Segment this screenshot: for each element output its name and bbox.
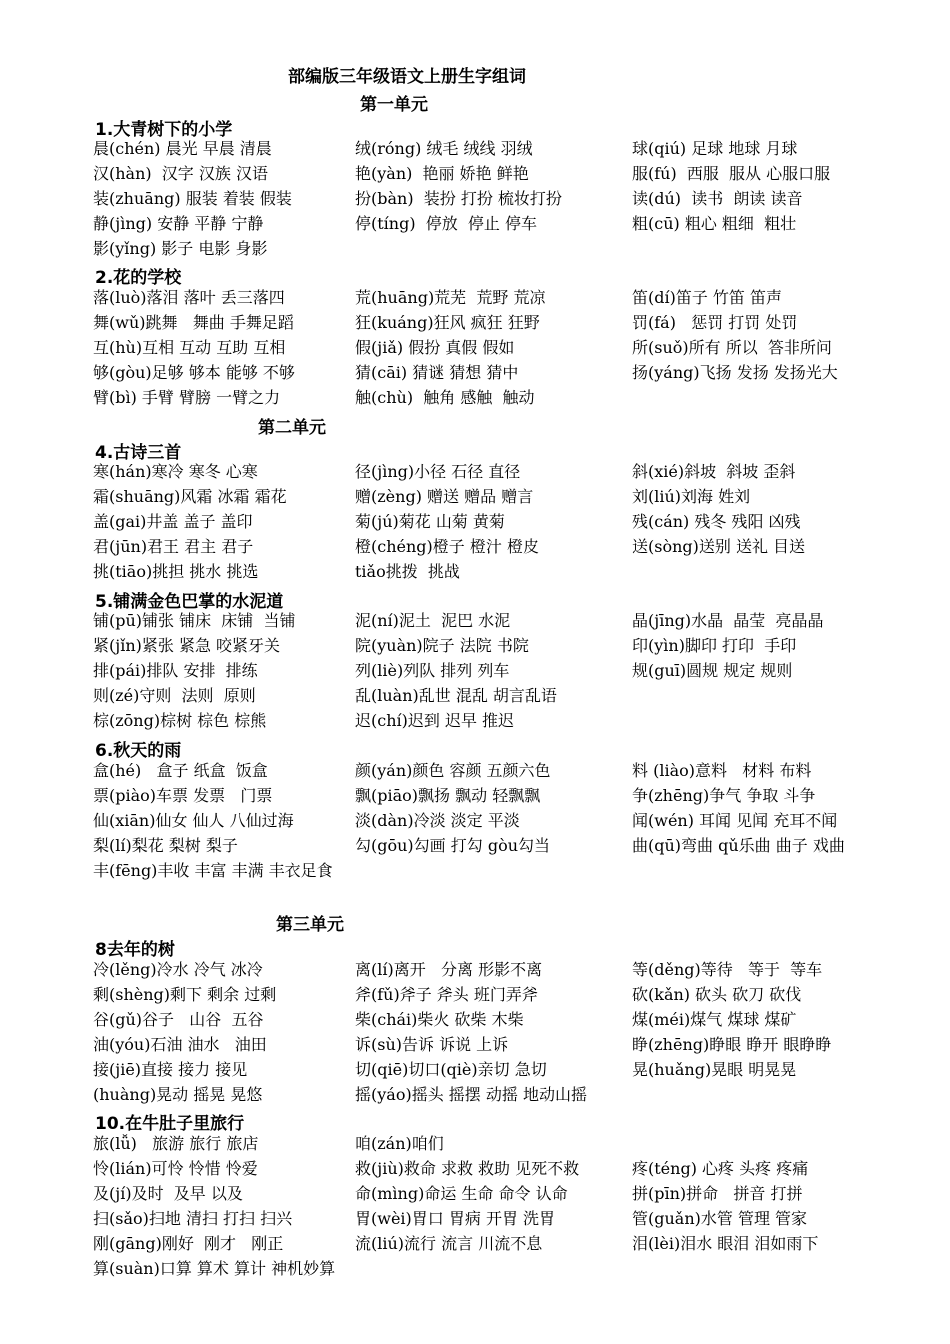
vocab-entry: 料 (liào)意料 材料 布料 bbox=[632, 761, 812, 780]
vocab-entry: 晨(chén) 晨光 早晨 清晨 bbox=[93, 139, 272, 158]
vocab-entry: 互(hù)互相 互动 互助 互相 bbox=[93, 338, 286, 357]
vocab-entry: 谷(gǔ)谷子 山谷 五谷 bbox=[93, 1010, 264, 1029]
vocab-entry: 落(luò)落泪 落叶 丢三落四 bbox=[93, 288, 285, 307]
vocab-entry: 送(sòng)送别 送礼 目送 bbox=[632, 537, 806, 556]
vocab-entry: 紧(jǐn)紧张 紧急 咬紧牙关 bbox=[93, 636, 281, 655]
vocab-entry: 装(zhuāng) 服装 着装 假装 bbox=[93, 189, 292, 208]
vocab-entry: 静(jìng) 安静 平静 宁静 bbox=[93, 214, 264, 233]
vocab-entry: 切(qiē)切口(qiè)亲切 急切 bbox=[355, 1060, 547, 1079]
vocab-entry: 疼(téng) 心疼 头疼 疼痛 bbox=[632, 1159, 809, 1178]
vocab-entry: tiǎo挑拨 挑战 bbox=[355, 562, 460, 581]
vocab-entry: 斜(xié)斜坡 斜坡 歪斜 bbox=[632, 462, 796, 481]
vocab-entry: 梨(lí)梨花 梨树 梨子 bbox=[93, 836, 238, 855]
vocab-entry: 离(lí)离开 分离 形影不离 bbox=[355, 960, 543, 979]
vocab-entry: 迟(chí)迟到 迟早 推迟 bbox=[355, 711, 515, 730]
vocab-entry: 够(gòu)足够 够本 能够 不够 bbox=[93, 363, 295, 382]
vocab-entry: 接(jiē)直接 接力 接见 bbox=[93, 1060, 248, 1079]
vocab-entry: 荒(huāng)荒芜 荒野 荒凉 bbox=[355, 288, 546, 307]
vocab-entry: 艳(yàn) 艳丽 娇艳 鲜艳 bbox=[355, 164, 529, 183]
vocab-entry: 等(děng)等待 等于 等车 bbox=[632, 960, 823, 979]
vocab-entry: 胃(wèi)胃口 胃病 开胃 洗胃 bbox=[355, 1209, 556, 1228]
vocab-entry: 勾(gōu)勾画 打勾 gòu勾当 bbox=[355, 836, 551, 855]
document-title: 部编版三年级语文上册生字组词 bbox=[288, 67, 526, 87]
vocab-entry: 晃(huǎng)晃眼 明晃晃 bbox=[632, 1060, 797, 1079]
vocab-entry: 及(jí)及时 及早 以及 bbox=[93, 1184, 243, 1203]
vocab-entry: 触(chù) 触角 感触 触动 bbox=[355, 388, 535, 407]
lesson-title: 6.秋天的雨 bbox=[95, 741, 182, 761]
vocab-entry: 仙(xiān)仙女 仙人 八仙过海 bbox=[93, 811, 294, 830]
vocab-entry: 扬(yáng)飞扬 发扬 发扬光大 bbox=[632, 363, 838, 382]
vocab-entry: 残(cán) 残冬 残阳 凶残 bbox=[632, 512, 801, 531]
vocab-entry: 怜(lián)可怜 怜惜 怜爱 bbox=[93, 1159, 258, 1178]
vocab-entry: 泥(ní)泥土 泥巴 水泥 bbox=[355, 611, 511, 630]
lesson-title: 10.在牛肚子里旅行 bbox=[95, 1114, 245, 1134]
vocab-entry: 规(guī)圆规 规定 规则 bbox=[632, 661, 793, 680]
vocab-entry: 假(jiǎ) 假扮 真假 假如 bbox=[355, 338, 515, 357]
vocab-entry: 颜(yán)颜色 容颜 五颜六色 bbox=[355, 761, 551, 780]
vocab-entry: 印(yìn)脚印 打印 手印 bbox=[632, 636, 797, 655]
vocab-entry: 笛(dí)笛子 竹笛 笛声 bbox=[632, 288, 783, 307]
vocab-entry: 飘(piāo)飘扬 飘动 轻飘飘 bbox=[355, 786, 541, 805]
vocab-entry: 剩(shèng)剩下 剩余 过剩 bbox=[93, 985, 277, 1004]
vocab-entry: 服(fú) 西服 服从 心服口服 bbox=[632, 164, 831, 183]
unit-heading: 第二单元 bbox=[258, 418, 326, 438]
vocab-entry: 冷(lěng)冷水 冷气 冰冷 bbox=[93, 960, 263, 979]
lesson-title: 5.铺满金色巴掌的水泥道 bbox=[95, 592, 284, 612]
lesson-title: 4.古诗三首 bbox=[95, 443, 182, 463]
vocab-entry: 扮(bàn) 装扮 打扮 梳妆打扮 bbox=[355, 189, 562, 208]
vocab-entry: 棕(zōng)棕树 棕色 棕熊 bbox=[93, 711, 267, 730]
vocab-entry: 闻(wén) 耳闻 见闻 充耳不闻 bbox=[632, 811, 838, 830]
vocab-entry: 油(yóu)石油 油水 油田 bbox=[93, 1035, 267, 1054]
vocab-entry: 绒(róng) 绒毛 绒线 羽绒 bbox=[355, 139, 533, 158]
vocab-entry: 争(zhēng)争气 争取 斗争 bbox=[632, 786, 816, 805]
vocab-entry: 铺(pū)铺张 铺床 床铺 当铺 bbox=[93, 611, 296, 630]
vocab-entry: 菊(jú)菊花 山菊 黄菊 bbox=[355, 512, 505, 531]
vocab-entry: 院(yuàn)院子 法院 书院 bbox=[355, 636, 529, 655]
vocab-entry: 橙(chéng)橙子 橙汁 橙皮 bbox=[355, 537, 539, 556]
vocab-entry: 排(pái)排队 安排 排练 bbox=[93, 661, 258, 680]
vocab-entry: 救(jiù)救命 求救 救助 见死不救 bbox=[355, 1159, 580, 1178]
vocab-entry: 盒(hé) 盒子 纸盒 饭盒 bbox=[93, 761, 268, 780]
vocab-entry: 挑(tiāo)挑担 挑水 挑选 bbox=[93, 562, 259, 581]
vocab-entry: 睁(zhēng)睁眼 睁开 眼睁睁 bbox=[632, 1035, 832, 1054]
vocab-entry: 乱(luàn)乱世 混乱 胡言乱语 bbox=[355, 686, 557, 705]
vocab-entry: 径(jìng)小径 石径 直径 bbox=[355, 462, 521, 481]
vocab-entry: 砍(kǎn) 砍头 砍刀 砍伐 bbox=[632, 985, 802, 1004]
vocab-entry: 丰(fēng)丰收 丰富 丰满 丰衣足食 bbox=[93, 861, 333, 880]
vocab-entry: 汉(hàn) 汉字 汉族 汉语 bbox=[93, 164, 268, 183]
vocab-entry: 票(piào)车票 发票 门票 bbox=[93, 786, 273, 805]
vocab-entry: 扫(sǎo)扫地 清扫 打扫 扫兴 bbox=[93, 1209, 293, 1228]
vocab-entry: 刚(gāng)刚好 刚才 刚正 bbox=[93, 1234, 284, 1253]
vocab-entry: 算(suàn)口算 算术 算计 神机妙算 bbox=[93, 1259, 336, 1278]
vocab-entry: 罚(fá) 惩罚 打罚 处罚 bbox=[632, 313, 798, 332]
vocab-entry: 赠(zèng) 赠送 赠品 赠言 bbox=[355, 487, 534, 506]
lesson-title: 1.大青树下的小学 bbox=[95, 120, 233, 140]
unit-heading: 第一单元 bbox=[360, 95, 428, 115]
vocab-entry: 寒(hán)寒冷 寒冬 心寒 bbox=[93, 462, 258, 481]
vocab-entry: 旅(lǚ) 旅游 旅行 旅店 bbox=[93, 1134, 259, 1153]
vocab-entry: 君(jūn)君王 君主 君子 bbox=[93, 537, 254, 556]
vocab-entry: 诉(sù)告诉 诉说 上诉 bbox=[355, 1035, 509, 1054]
vocab-entry: 球(qiú) 足球 地球 月球 bbox=[632, 139, 798, 158]
vocab-entry: 猜(cāi) 猜谜 猜想 猜中 bbox=[355, 363, 519, 382]
vocab-entry: 停(tíng) 停放 停止 停车 bbox=[355, 214, 538, 233]
vocab-entry: 泪(lèi)泪水 眼泪 泪如雨下 bbox=[632, 1234, 819, 1253]
vocab-entry: 影(yǐng) 影子 电影 身影 bbox=[93, 239, 268, 258]
vocab-entry: 狂(kuáng)狂风 疯狂 狂野 bbox=[355, 313, 540, 332]
vocab-entry: 咱(zán)咱们 bbox=[355, 1134, 444, 1153]
vocab-entry: 晶(jīng)水晶 晶莹 亮晶晶 bbox=[632, 611, 824, 630]
vocab-entry: 斧(fǔ)斧子 斧头 班门弄斧 bbox=[355, 985, 538, 1004]
vocab-entry: 所(suǒ)所有 所以 答非所问 bbox=[632, 338, 832, 357]
vocab-entry: 盖(gai)井盖 盖子 盖印 bbox=[93, 512, 253, 531]
vocab-entry: 则(zé)守则 法则 原则 bbox=[93, 686, 256, 705]
lesson-title: 8去年的树 bbox=[95, 940, 175, 960]
vocab-entry: 曲(qū)弯曲 qǔ乐曲 曲子 戏曲 bbox=[632, 836, 845, 855]
vocab-entry: 煤(méi)煤气 煤球 煤矿 bbox=[632, 1010, 797, 1029]
vocab-entry: 列(liè)列队 排列 列车 bbox=[355, 661, 510, 680]
vocab-entry: 命(mìng)命运 生命 命令 认命 bbox=[355, 1184, 568, 1203]
vocab-entry: (huàng)晃动 摇晃 晃悠 bbox=[93, 1085, 263, 1104]
vocab-entry: 拼(pīn)拼命 拼音 打拼 bbox=[632, 1184, 803, 1203]
vocab-entry: 读(dú) 读书 朗读 读音 bbox=[632, 189, 803, 208]
vocab-entry: 霜(shuāng)风霜 冰霜 霜花 bbox=[93, 487, 287, 506]
vocab-entry: 淡(dàn)冷淡 淡定 平淡 bbox=[355, 811, 520, 830]
vocab-entry: 摇(yáo)摇头 摇摆 动摇 地动山摇 bbox=[355, 1085, 587, 1104]
vocab-entry: 柴(chái)柴火 砍柴 木柴 bbox=[355, 1010, 524, 1029]
vocab-entry: 舞(wǔ)跳舞 舞曲 手舞足蹈 bbox=[93, 313, 294, 332]
vocab-entry: 粗(cū) 粗心 粗细 粗壮 bbox=[632, 214, 797, 233]
vocab-entry: 刘(liú)刘海 姓刘 bbox=[632, 487, 751, 506]
vocab-entry: 管(guǎn)水管 管理 管家 bbox=[632, 1209, 808, 1228]
lesson-title: 2.花的学校 bbox=[95, 268, 182, 288]
vocab-entry: 流(liú)流行 流言 川流不息 bbox=[355, 1234, 543, 1253]
unit-heading: 第三单元 bbox=[276, 915, 344, 935]
vocab-entry: 臂(bì) 手臂 臂膀 一臂之力 bbox=[93, 388, 281, 407]
